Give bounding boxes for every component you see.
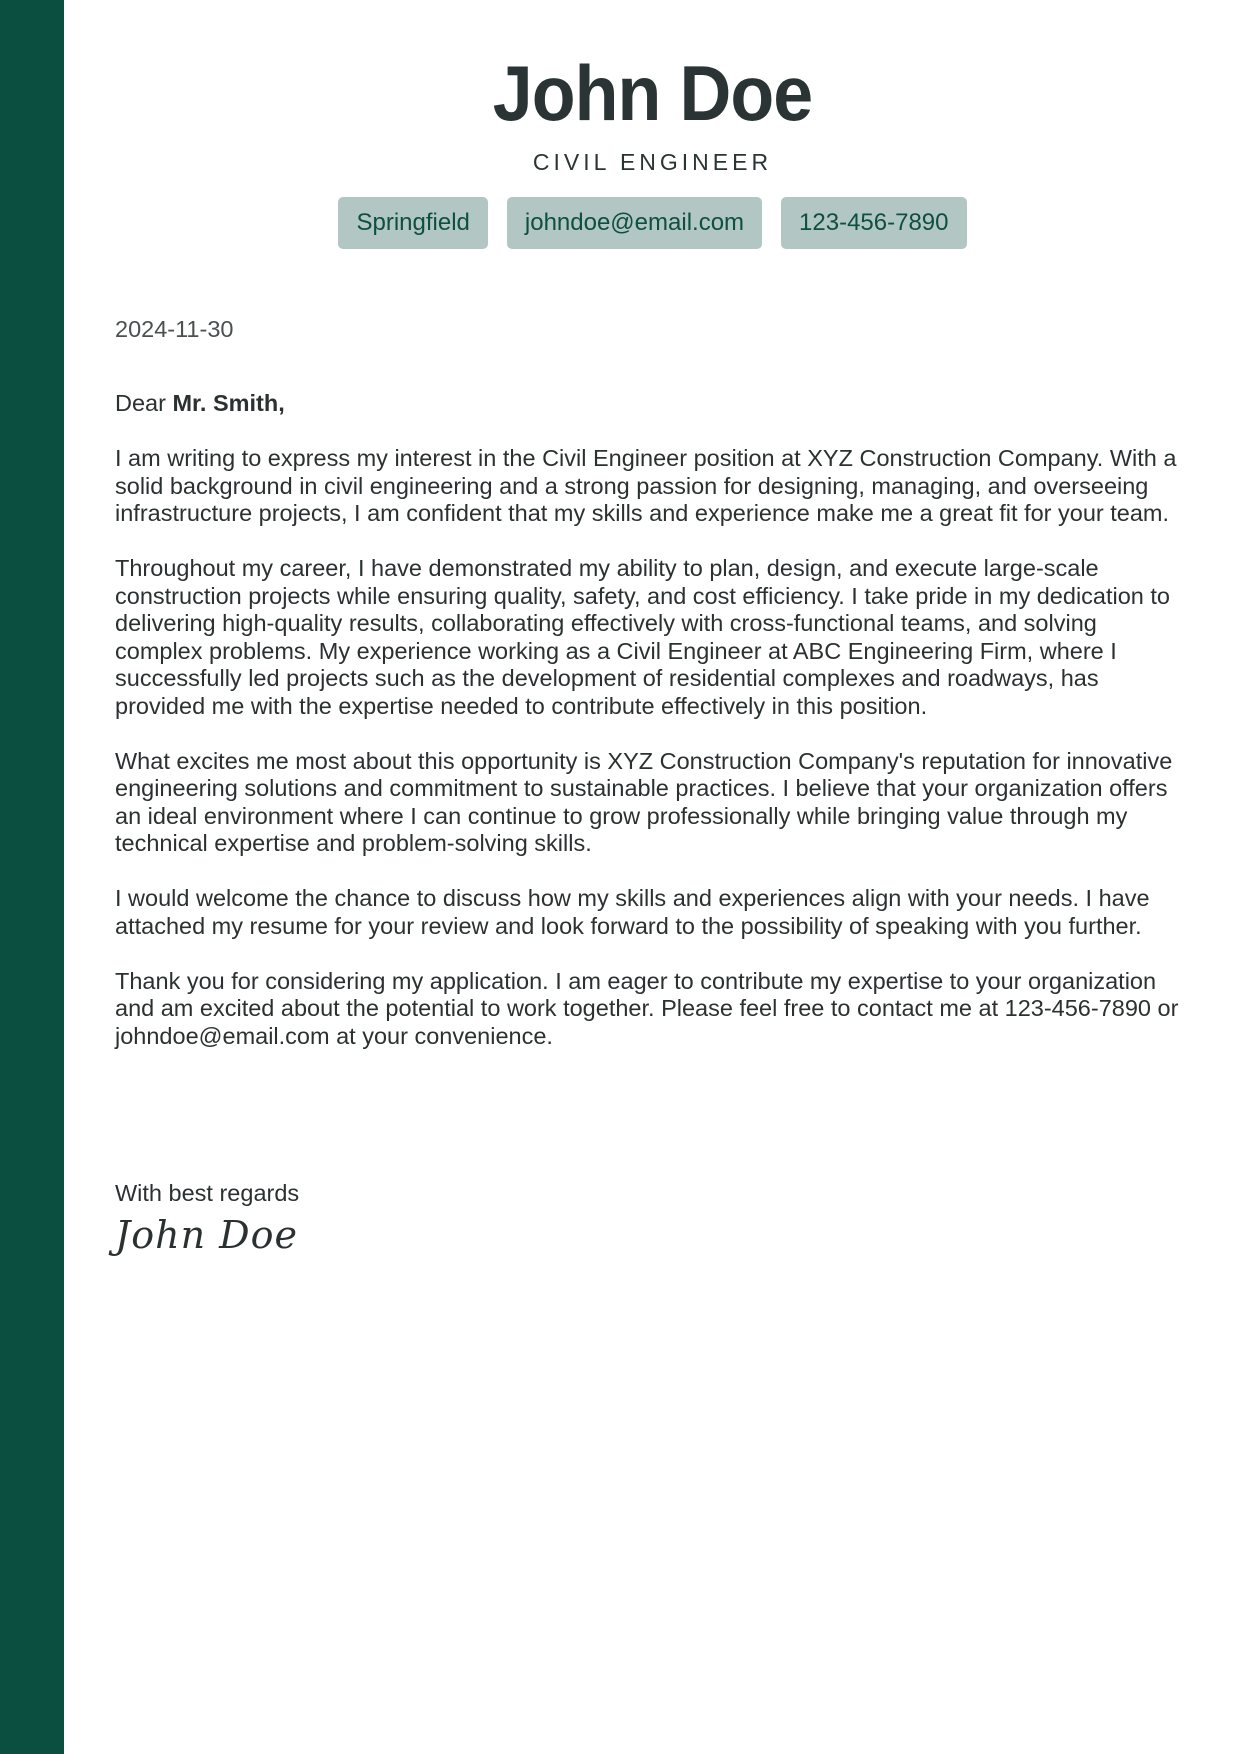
body-paragraph: Thank you for considering my application. I am eager to contribute my expertise to your organization and am excited about the potential to work together. Please feel free to contact me at 123-456-7890 or johndoe@email.com at your convenience. <box>115 967 1179 1049</box>
salutation: Dear <box>115 390 173 416</box>
job-title: CIVIL ENGINEER <box>532 149 773 175</box>
contact-location-tag[interactable]: Springfield <box>338 197 487 249</box>
signature: John Doe <box>115 1213 298 1257</box>
body-paragraph: I would welcome the chance to discuss how my skills and experiences align with your needs. I have attached my resume for your review and look forward to the possibility of speaking with you further. <box>115 885 1150 939</box>
cover-letter-page <box>64 0 1241 1754</box>
closing-line: With best regards <box>115 1180 300 1206</box>
body-paragraph: I am writing to express my interest in the Civil Engineer position at XYZ Construction Company. With a solid background in civil engineering and a strong passion for designing, managing, and overseeing infrastructure projects, I am confident that my skills and experience make me a great fit for your team. <box>115 445 1177 526</box>
body-paragraph: Throughout my career, I have demonstrated my ability to plan, design, and execute large-scale construction projects while ensuring quality, safety, and cost efficiency. I take pride in my dedication to delivering high-quality results, collaborating effectively with cross-functional teams, and solving complex problems. My experience working as a Civil Engineer at ABC Engineering Firm, where I successfully led projects such as the development of residential complexes and roadways, has provided me with the expertise needed to contribute effectively in this position. <box>115 555 1170 719</box>
greeting <box>115 390 285 418</box>
body-paragraph: What excites me most about this opportunity is XYZ Construction Company's reputation for innovative engineering solutions and commitment to sustainable practices. I believe that your organization offers an ideal environment where I can continue to grow professionally while bringing value through my technical expertise and problem-solving skills. <box>115 747 1173 856</box>
contact-phone-tag[interactable]: 123-456-7890 <box>781 197 966 249</box>
contact-tags <box>64 197 1241 249</box>
letter-body <box>115 445 1185 1078</box>
applicant-name: John Doe <box>492 49 813 137</box>
recipient-name: Mr. Smith, <box>172 390 285 416</box>
accent-sidebar <box>0 0 64 1754</box>
letter-date: 2024-11-30 <box>115 316 234 342</box>
contact-email-tag[interactable]: johndoe@email.com <box>507 197 762 249</box>
